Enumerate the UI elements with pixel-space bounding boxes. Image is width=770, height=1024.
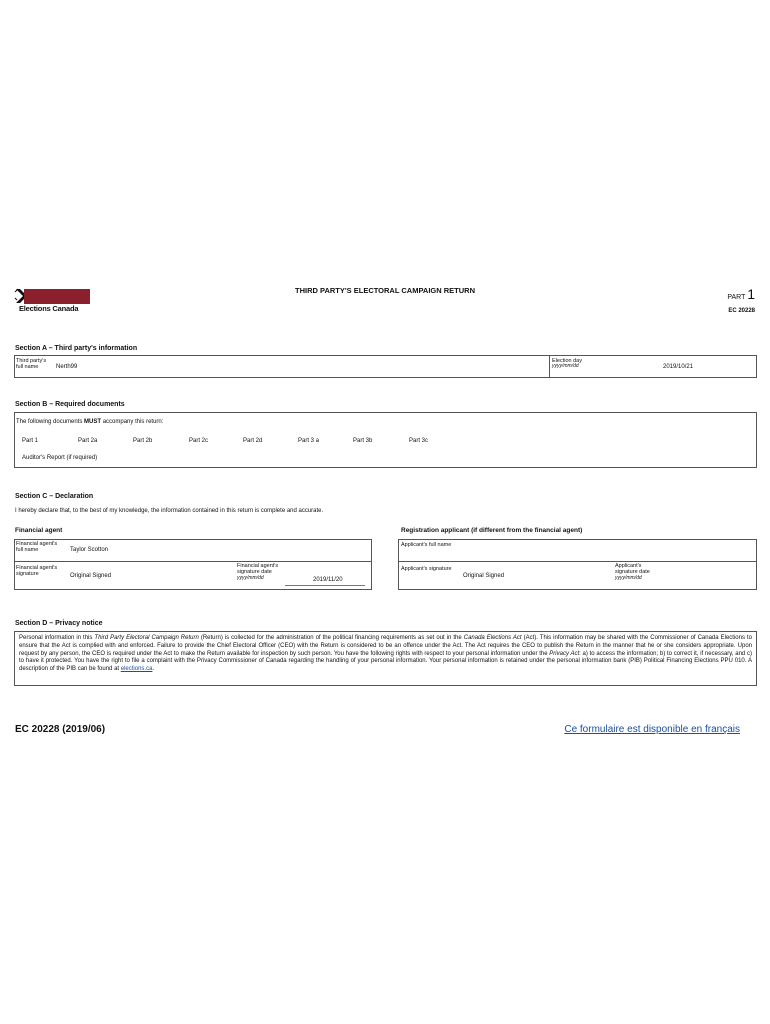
label-line: Financial agent's: [16, 565, 58, 571]
agent-name-label: [16, 541, 57, 554]
elections-ca-link[interactable]: elections.ca: [120, 666, 153, 673]
label-line: Financial agent's: [16, 541, 58, 547]
doc-part-3c: Part 3c: [409, 438, 429, 444]
part-number: 1: [747, 286, 755, 302]
section-b-heading: Section B – Required documents: [15, 401, 125, 408]
date-underline: [285, 585, 365, 586]
label-line: signature date: [615, 569, 650, 576]
doc-part-3a: Part 3 a: [298, 438, 320, 444]
divider: [549, 355, 550, 378]
privacy-text: (Act). This information may be shared with the Commissioner of Canada Elections to ensure that the Act is complied with and enforced. Failure to provide the Chief Electoral Officer (CEO) with the Return is considered to be an offence under the Act. The Act requires the CEO to publish the Return in the manner that he or she considers appropriate. Upon request by any person, the CEO is required under the Act to make the Return available for inspection by such person. You have the following rights with respect to your personal information under the: [19, 635, 752, 657]
section-d-heading: Section D – Privacy notice: [15, 620, 103, 627]
privacy-text: Personal information in this: [19, 635, 95, 641]
part-label: PART: [727, 294, 746, 301]
doc-part-2a: Part 2a: [78, 438, 98, 444]
label-line: Financial agent's: [237, 563, 279, 569]
part-indicator: [727, 286, 755, 302]
third-party-name-field[interactable]: Nerth99: [56, 364, 78, 370]
section-a-heading: Section A – Third party's information: [15, 345, 138, 352]
date-format: yyyy/mm/dd: [237, 574, 264, 581]
label-line: signature date: [237, 569, 272, 576]
privacy-text: .: [152, 666, 155, 673]
registration-applicant-heading: Registration applicant (if different from the financial agent): [401, 527, 583, 534]
logo-text: Elections Canada: [19, 304, 79, 313]
agent-signature-field[interactable]: Original Signed: [70, 573, 112, 579]
form-title: THIRD PARTY'S ELECTORAL CAMPAIGN RETURN: [295, 286, 475, 295]
french-version-link[interactable]: Ce formulaire est disponible en français: [564, 724, 740, 735]
label-line: signature: [16, 571, 39, 578]
divider: [14, 561, 372, 562]
label-line: Election day: [552, 358, 582, 364]
label-line: full name: [16, 547, 39, 554]
agent-date-label: [237, 563, 278, 581]
election-day-field[interactable]: 2019/10/21: [663, 364, 694, 370]
financial-agent-heading: Financial agent: [15, 527, 63, 534]
privacy-text: : a) to access the information; b) to correct it, if necessary, and c) to have it protected. You have the right to file a complaint with the Privacy Commissioner of Canada regarding the handling of your personal information. Your personal information is retained under the personal information bank (PIB) Political Financing Elections PPU 010. A description of the PIB can be found at: [19, 650, 752, 673]
applicant-signature-label: Applicant's signature: [401, 566, 452, 572]
agent-date-field[interactable]: 2019/11/20: [313, 577, 343, 583]
label-line: full name: [16, 364, 39, 371]
registration-applicant-box: [398, 539, 757, 590]
form-code: EC 20228: [728, 308, 755, 314]
section-a-box: [14, 355, 757, 378]
doc-part-1: Part 1: [22, 438, 39, 444]
agent-name-field[interactable]: Taylor Scotton: [70, 547, 109, 553]
agent-signature-label: [16, 565, 57, 578]
applicant-date-label: [615, 563, 650, 581]
election-day-label: [552, 358, 582, 370]
privacy-text-italic: Canada Elections Act: [463, 635, 522, 641]
doc-auditor-report: Auditor's Report (if required): [22, 455, 98, 461]
intro-text: The following documents: [16, 419, 85, 425]
doc-part-2d: Part 2d: [243, 438, 263, 444]
intro-text: accompany this return:: [101, 419, 164, 425]
doc-part-3b: Part 3b: [353, 438, 373, 444]
applicant-signature-field[interactable]: Original Signed: [463, 573, 505, 579]
doc-part-2b: Part 2b: [133, 438, 153, 444]
privacy-notice: [14, 631, 757, 686]
privacy-text: (Return) is collected for the administration of the political financing requirements as set out in the: [198, 635, 464, 641]
section-c-heading: Section C – Declaration: [15, 493, 94, 500]
form-version: EC 20228 (2019/06): [15, 724, 106, 735]
label-line: Applicant's: [615, 563, 642, 569]
doc-part-2c: Part 2c: [189, 438, 209, 444]
date-format: yyyy/mm/dd: [552, 363, 579, 370]
privacy-text-italic: Privacy Act: [549, 650, 580, 657]
date-format: yyyy/mm/dd: [615, 574, 642, 581]
declaration-text: I hereby declare that, to the best of my knowledge, the information contained in this return is complete and accurate.: [15, 508, 324, 514]
applicant-name-label: Applicant's full name: [401, 542, 452, 548]
intro-emphasis: MUST: [84, 419, 102, 425]
privacy-text-italic: Third Party Electoral Campaign Return: [94, 635, 199, 641]
label-line: Third party's: [16, 358, 47, 364]
divider: [398, 561, 757, 562]
third-party-name-label: [16, 358, 46, 371]
required-documents-intro: [16, 419, 163, 425]
